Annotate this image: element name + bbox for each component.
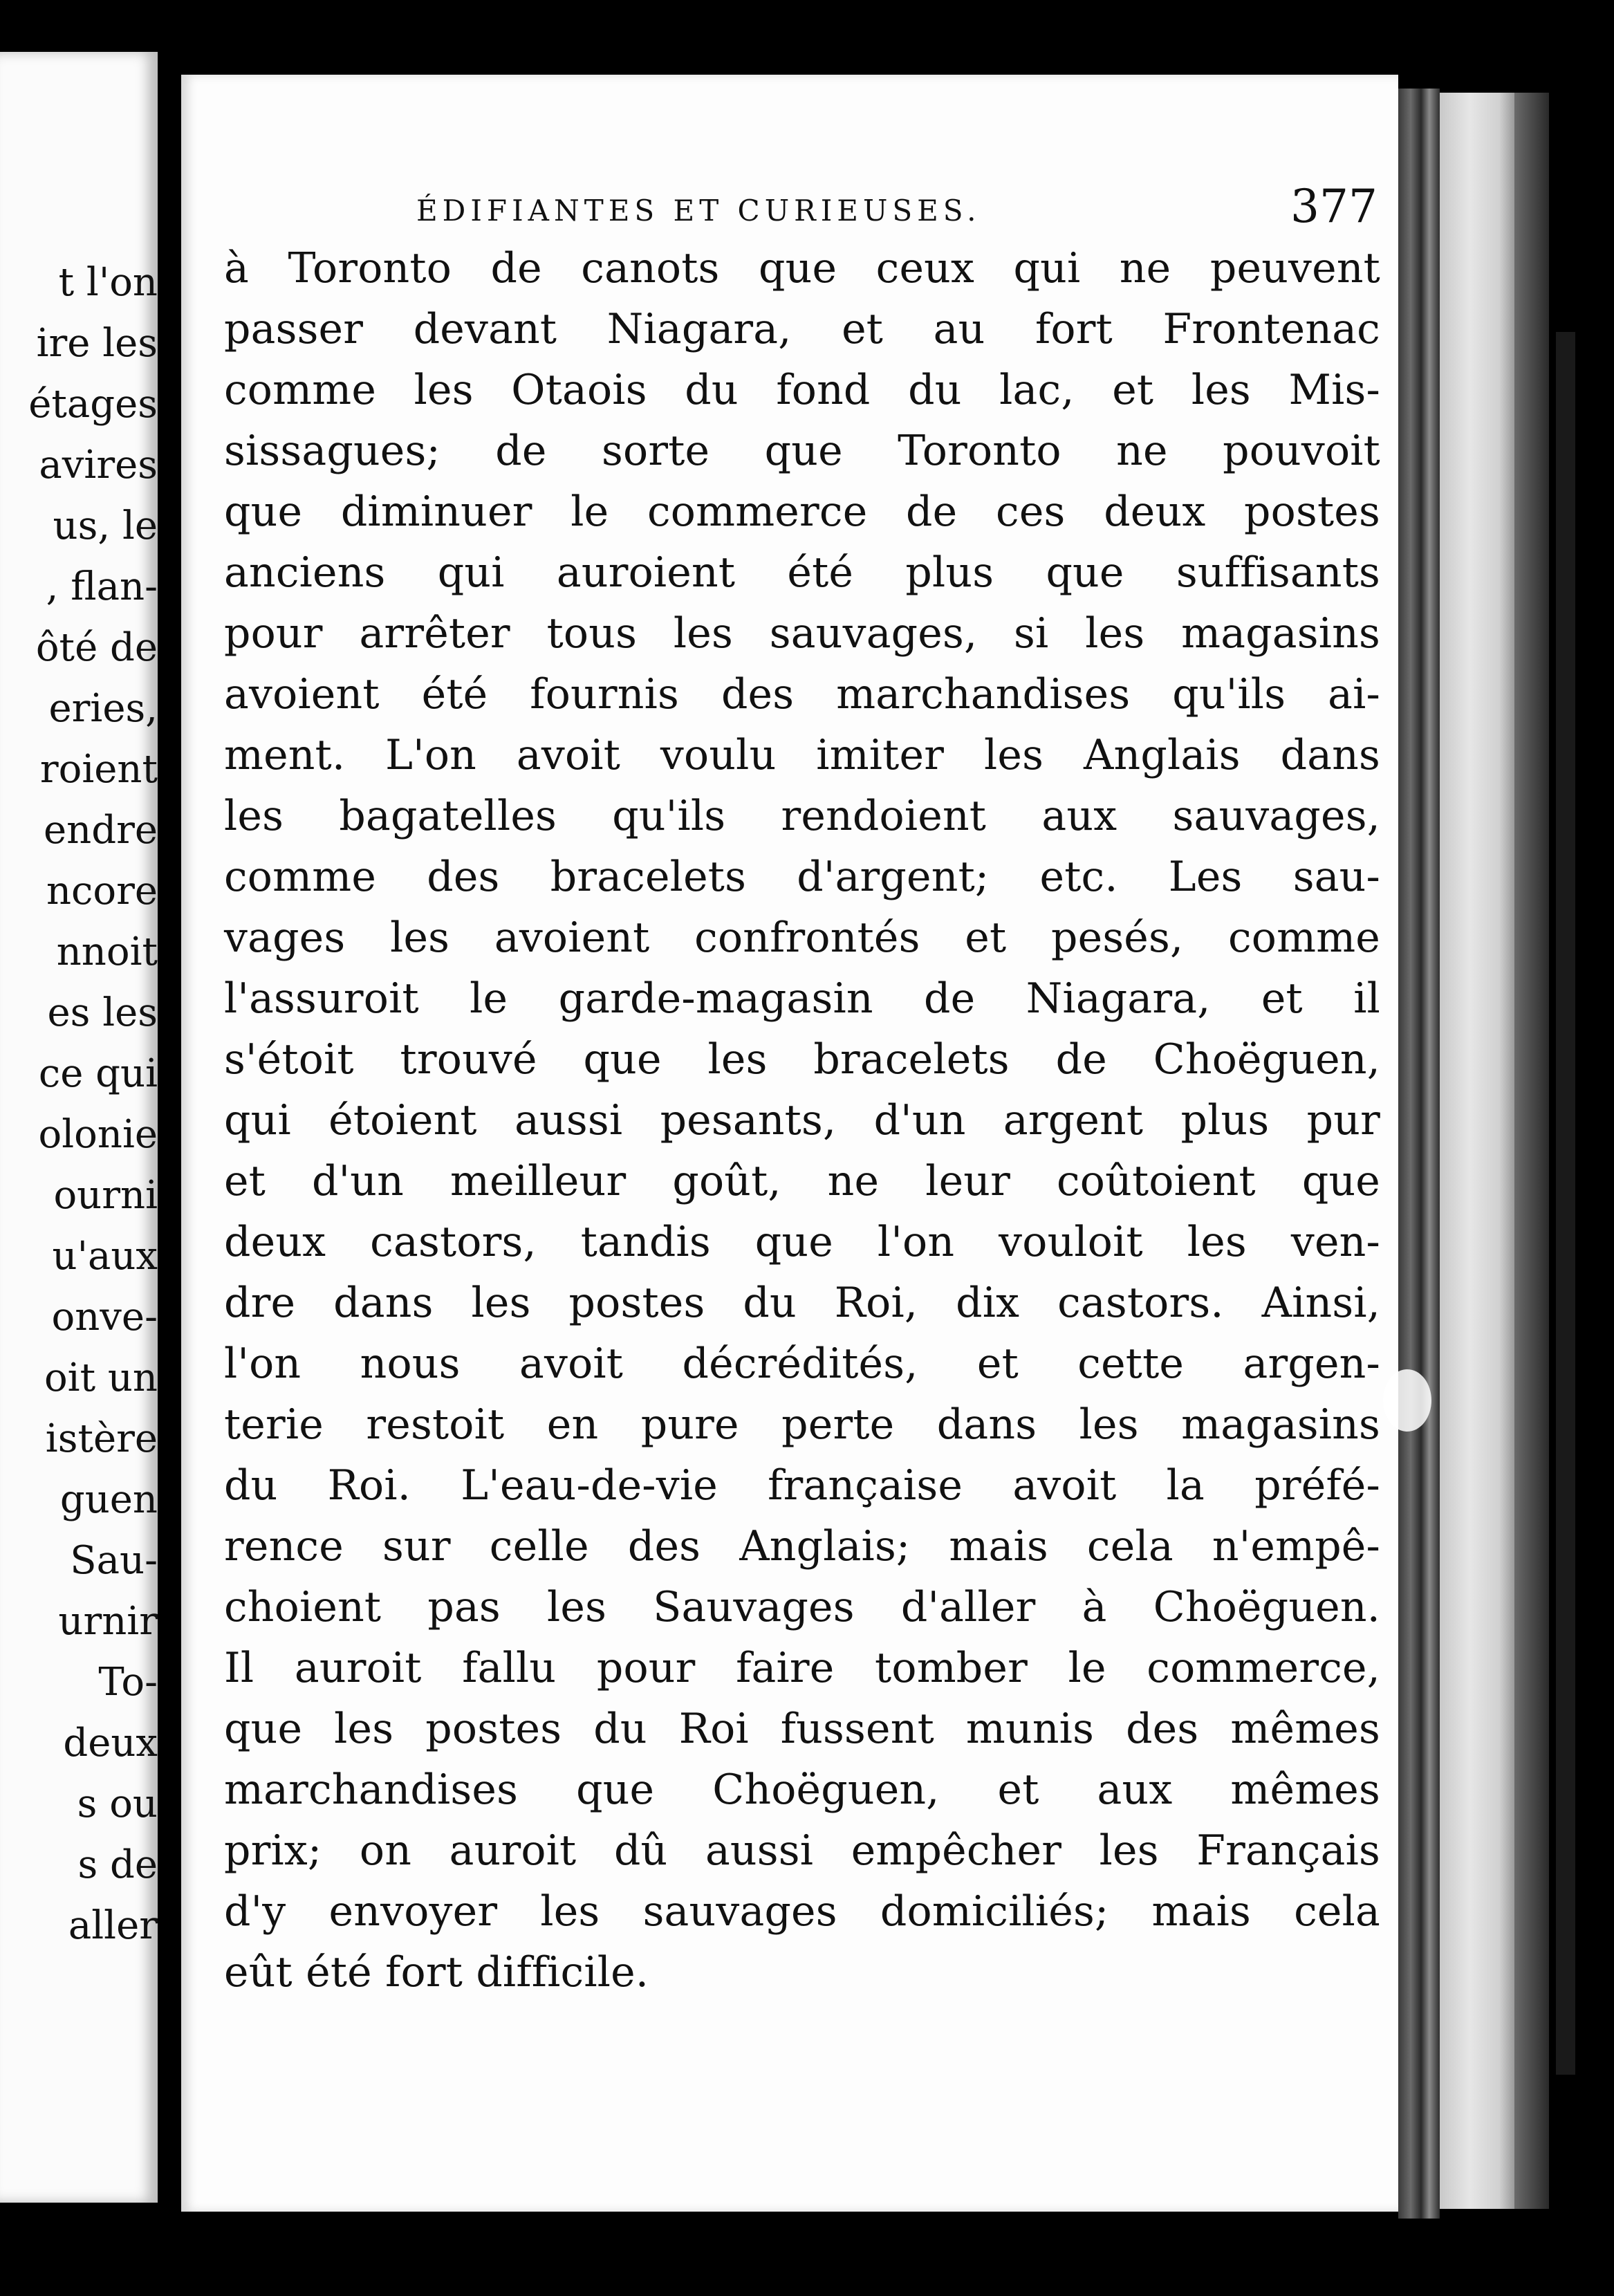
- left-page-line: , flan-: [46, 564, 158, 609]
- body-text-line: l'assuroit le garde-magasin de Niagara, et il: [224, 974, 1380, 1023]
- body-text-line: comme des bracelets d'argent; etc. Les sau-: [224, 853, 1380, 901]
- body-text-line: ment. L'on avoit voulu imiter les Anglais dans: [224, 731, 1380, 779]
- left-page-line: eries,: [48, 686, 158, 731]
- body-text-line: passer devant Niagara, et au fort Frontenac: [224, 305, 1380, 353]
- left-page-line: urnir: [58, 1599, 158, 1644]
- left-page-line: s ou: [77, 1781, 158, 1826]
- left-page-line: To-: [98, 1660, 158, 1705]
- left-page-line: Sau-: [70, 1538, 158, 1583]
- body-text-line: les bagatelles qu'ils rendoient aux sauvages,: [224, 792, 1380, 840]
- left-page-line: ncore: [46, 869, 158, 914]
- right-page: [181, 75, 1398, 2212]
- left-page-line: onve-: [51, 1295, 158, 1340]
- body-text-line: du Roi. L'eau-de-vie française avoit la préfé-: [224, 1461, 1380, 1510]
- body-text-line: comme les Otaois du fond du lac, et les Mis-: [224, 366, 1380, 414]
- left-facing-page: [0, 52, 158, 2203]
- left-page-line: aller: [68, 1903, 158, 1948]
- body-text-line: avoient été fournis des marchandises qu'ils ai-: [224, 670, 1380, 719]
- body-text-line: pour arrêter tous les sauvages, si les magasins: [224, 609, 1380, 658]
- body-text-line: que diminuer le commerce de ces deux postes: [224, 488, 1380, 536]
- body-text-line: vages les avoient confrontés et pesés, comme: [224, 914, 1380, 962]
- page-number: 377: [1290, 180, 1378, 233]
- body-text: [224, 238, 1380, 2003]
- left-page-line: endre: [44, 808, 158, 853]
- left-page-line: s de: [77, 1842, 158, 1887]
- left-page-line: u'aux: [52, 1234, 158, 1279]
- left-page-line: olonie: [38, 1112, 158, 1157]
- left-page-line: avires: [39, 443, 158, 488]
- body-text-line: Il auroit fallu pour faire tomber le commerce,: [224, 1644, 1380, 1692]
- body-text-line: rence sur celle des Anglais; mais cela n'empê-: [224, 1522, 1380, 1571]
- page-stack-edge: [1398, 89, 1440, 2219]
- body-text-line: et d'un meilleur goût, ne leur coûtoient que: [224, 1157, 1380, 1205]
- left-page-line: t l'on: [58, 260, 158, 305]
- left-page-line: us, le: [53, 503, 158, 548]
- left-page-line: nnoit: [56, 929, 158, 974]
- body-text-line: que les postes du Roi fussent munis des mêmes: [224, 1705, 1380, 1753]
- body-text-line: anciens qui auroient été plus que suffisants: [224, 548, 1380, 597]
- body-text-line: qui étoient aussi pesants, d'un argent plus pur: [224, 1096, 1380, 1145]
- left-page-line: oit un: [44, 1355, 158, 1400]
- left-page-line: ourni: [53, 1173, 158, 1218]
- body-text-line: à Toronto de canots que ceux qui ne peuvent: [224, 244, 1380, 293]
- running-head-title: ÉDIFIANTES ET CURIEUSES.: [416, 194, 981, 228]
- left-page-line: istère: [45, 1416, 158, 1461]
- body-text-line: dre dans les postes du Roi, dix castors. Ainsi,: [224, 1279, 1380, 1327]
- body-text-line: eût été fort difficile.: [224, 1948, 649, 1997]
- left-page-line: deux: [63, 1721, 158, 1766]
- body-text-line: prix; on auroit dû aussi empêcher les Français: [224, 1826, 1380, 1875]
- body-text-line: deux castors, tandis que l'on vouloit les ven-: [224, 1218, 1380, 1266]
- book-binding-edge: [1440, 93, 1514, 2209]
- left-page-line: ire les: [36, 321, 158, 366]
- book-cover-edge: [1556, 332, 1575, 2075]
- running-head: [181, 180, 1398, 242]
- body-text-line: s'étoit trouvé que les bracelets de Choëguen,: [224, 1035, 1380, 1084]
- body-text-line: sissagues; de sorte que Toronto ne pouvoit: [224, 427, 1380, 475]
- body-text-line: terie restoit en pure perte dans les magasins: [224, 1400, 1380, 1449]
- body-text-line: choient pas les Sauvages d'aller à Choëguen.: [224, 1583, 1380, 1631]
- book-binding-shadow: [1514, 93, 1549, 2209]
- left-page-line: ce qui: [38, 1051, 158, 1096]
- left-page-line: es les: [47, 990, 158, 1035]
- body-text-line: l'on nous avoit décrédités, et cette argen-: [224, 1340, 1380, 1388]
- body-text-line: marchandises que Choëguen, et aux mêmes: [224, 1766, 1380, 1814]
- left-page-line: roient: [39, 747, 158, 792]
- left-page-line: ôté de: [35, 625, 158, 670]
- paper-damage-speck: [1383, 1369, 1431, 1432]
- left-page-line: guen: [59, 1477, 158, 1522]
- left-page-line: étages: [28, 382, 158, 427]
- body-text-line: d'y envoyer les sauvages domiciliés; mais cela: [224, 1887, 1380, 1936]
